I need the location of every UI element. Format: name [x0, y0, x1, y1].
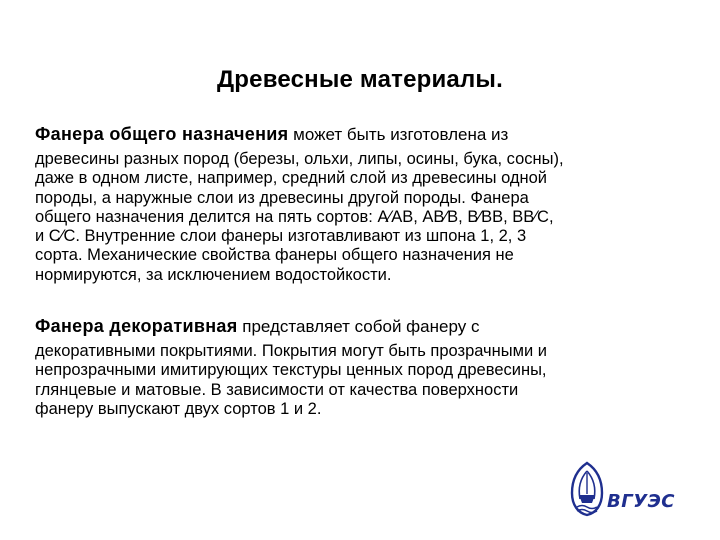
text-line: нормируются, за исключением водостойкости.: [35, 265, 392, 284]
slide-title: Древесные материалы.: [217, 66, 503, 94]
paragraph-general-plywood: [35, 119, 695, 285]
term-decorative-plywood: Фанера декоративная: [35, 316, 238, 336]
logo-text: ВГУЭС: [607, 491, 675, 512]
lead-continuation: представляет собой фанеру с: [237, 317, 480, 336]
text-line: древесины разных пород (березы, ольхи, липы, осины, бука, сосны),: [35, 150, 564, 168]
text-line: декоративными покрытиями. Покрытия могут быть прозрачными и: [35, 342, 547, 360]
text-line: и С⁄С. Внутренние слои фанеры изготавливают из шпона 1, 2, 3: [35, 227, 527, 246]
text-line: глянцевые и матовые. В зависимости от качества поверхности: [35, 380, 519, 399]
term-general-plywood: Фанера общего назначения: [35, 124, 289, 144]
paragraph-lead: [35, 119, 695, 150]
paragraph-lead: [35, 311, 695, 342]
text-line: даже в одном листе, например, средний слой из древесины одной: [35, 169, 548, 188]
text-line: непрозрачными имитирующих текстуры ценных пород древесины,: [35, 361, 547, 380]
text-line: фанеру выпускают двух сортов 1 и 2.: [35, 399, 322, 418]
lead-continuation: может быть изготовлена из: [288, 125, 509, 144]
text-line: общего назначения делится на пять сортов: А⁄АВ, АВ⁄В, В⁄ВВ, ВВ⁄С,: [35, 207, 554, 226]
university-logo: [560, 461, 690, 517]
text-line: породы, а наружные слои из древесины другой породы. Фанера: [35, 188, 529, 207]
text-line: сорта. Механические свойства фанеры общего назначения не: [35, 246, 514, 265]
emblem-icon: [568, 461, 606, 517]
paragraph-decorative-plywood: [35, 311, 695, 419]
